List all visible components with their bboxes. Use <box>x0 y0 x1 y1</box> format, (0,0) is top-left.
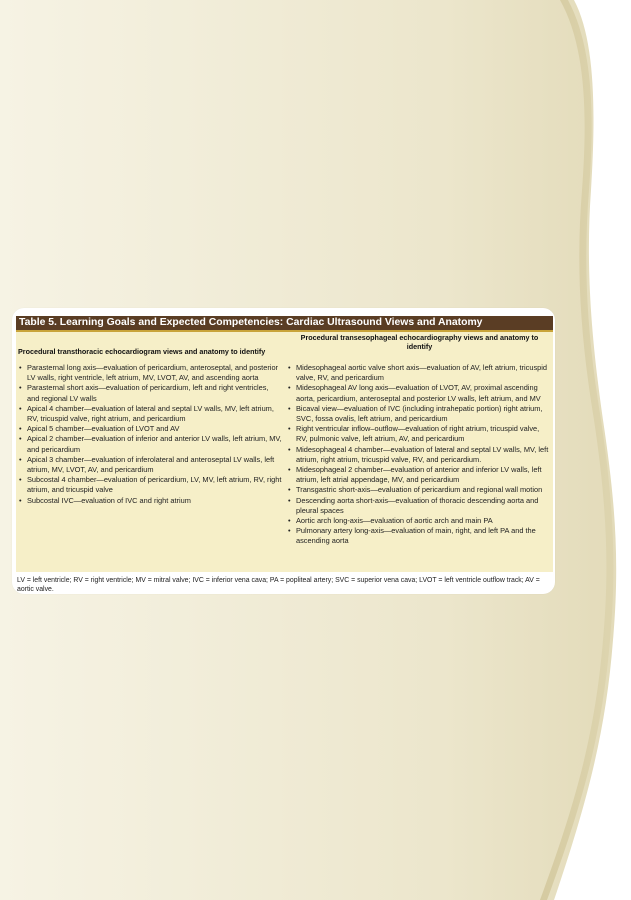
list-item: • Apical 4 chamber—evaluation of lateral and septal LV walls, MV, left atrium, RV, tricuspid valve, right atrium, and pericardium <box>18 404 286 424</box>
list-item: • Midesophageal 4 chamber—evaluation of lateral and septal LV walls, MV, left atrium, right atrium, tricuspid valve, RV, and pericardium. <box>286 445 553 465</box>
transthoracic-header: Procedural transthoracic echocardiogram views and anatomy to identify <box>18 347 266 356</box>
list-item: • Bicaval view—evaluation of IVC (including intrahepatic portion) right atrium, SVC, fossa ovalis, left atrium, and pericardium <box>286 404 553 424</box>
list-item: • Apical 5 chamber—evaluation of LVOT and AV <box>18 424 286 434</box>
transesophageal-list <box>286 363 553 547</box>
competencies-table <box>16 316 553 572</box>
transesophageal-header: Procedural transesophageal echocardiography views and anatomy to identify <box>300 333 539 351</box>
title-rule <box>16 330 553 332</box>
transesophageal-column <box>286 333 553 547</box>
list-item: • Pulmonary artery long-axis—evaluation of main, right, and left PA and the ascending aorta <box>286 526 553 546</box>
list-item: • Right ventricular inflow–outflow—evaluation of right atrium, tricuspid valve, RV, pulmonic valve, left atrium, AV, and pericardium <box>286 424 553 444</box>
list-item: • Descending aorta short-axis—evaluation of thoracic descending aorta and pleural spaces <box>286 496 553 516</box>
transthoracic-column <box>18 333 286 506</box>
table-footnote: LV = left ventricle; RV = right ventricle; MV = mitral valve; IVC = inferior vena cava; PA = popliteal artery; SVC = superior vena cava; LVOT = left ventricle outflow track; AV = aortic valve. <box>17 577 540 594</box>
list-item: • Aortic arch long-axis—evaluation of aortic arch and main PA <box>286 516 553 526</box>
list-item: • Transgastric short-axis—evaluation of pericardium and regional wall motion <box>286 485 553 495</box>
list-item: • Apical 2 chamber—evaluation of inferior and anterior LV walls, left atrium, MV, and pericardium <box>18 434 286 454</box>
table-title: Table 5. Learning Goals and Expected Competencies: Cardiac Ultrasound Views and Anatomy <box>16 316 553 330</box>
list-item: • Subcostal IVC—evaluation of IVC and right atrium <box>18 496 286 506</box>
list-item: • Subcostal 4 chamber—evaluation of pericardium, LV, MV, left atrium, RV, right atrium, and tricuspid valve <box>18 475 286 495</box>
list-item: • Midesophageal aortic valve short axis—evaluation of AV, left atrium, tricuspid valve, RV, and pericardium <box>286 363 553 383</box>
transthoracic-list <box>18 363 286 506</box>
list-item: • Apical 3 chamber—evaluation of inferolateral and anteroseptal LV walls, left atrium, MV, LVOT, AV, and pericardium <box>18 455 286 475</box>
list-item: • Parasternal long axis—evaluation of pericardium, anteroseptal, and posterior LV walls, right ventricle, left atrium, MV, LVOT, AV, and ascending aorta <box>18 363 286 383</box>
list-item: • Midesophageal AV long axis—evaluation of LVOT, AV, proximal ascending aorta, pericardium, anteroseptal and posterior LV walls, left atrium, and MV <box>286 383 553 403</box>
table-card <box>12 308 555 594</box>
list-item: • Parasternal short axis—evaluation of pericardium, left and right ventricles, and regional LV walls <box>18 383 286 403</box>
list-item: • Midesophageal 2 chamber—evaluation of anterior and inferior LV walls, left atrium, left atrial appendage, MV, and pericardium <box>286 465 553 485</box>
